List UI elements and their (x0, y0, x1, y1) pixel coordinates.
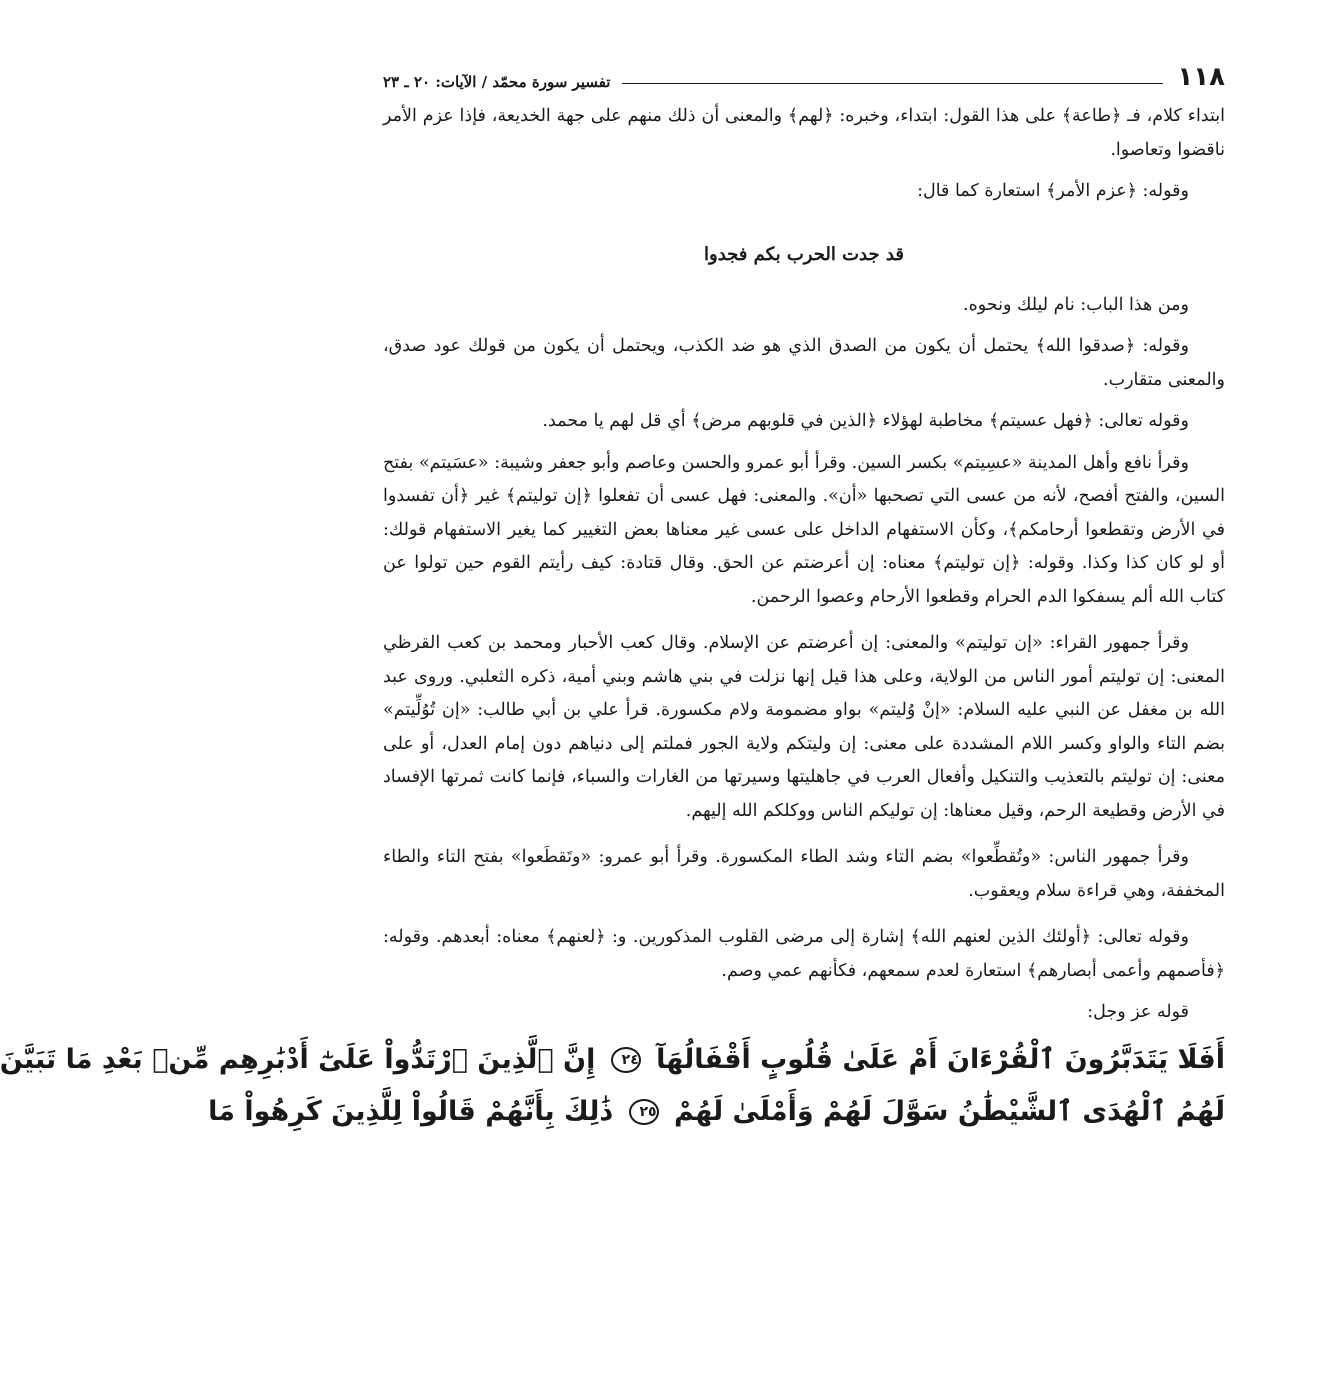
quran-text: ذَٰلِكَ بِأَنَّهُمْ قَالُواْ لِلَّذِينَ كَرِهُواْ مَا (208, 1095, 614, 1127)
header-rule (622, 83, 1163, 84)
paragraph: وقرأ جمهور الناس: «وتُقطِّعوا» بضم التاء وشد الطاء المكسورة. وقرأ أبو عمرو: «وتَقطَعوا» بفتح التاء والطاء المخففة، وهي قراءة سلام ويعقوب. (383, 847, 1225, 901)
quran-text: لَهُمُ ٱلْهُدَى ٱلشَّيْطَٰنُ سَوَّلَ لَهُمْ وَأَمْلَىٰ لَهُمْ (674, 1095, 1225, 1127)
document-page (0, 58, 1226, 1378)
quran-text: أَفَلَا يَتَدَبَّرُونَ ٱلْقُرْءَانَ أَمْ عَلَىٰ قُلُوبٍ أَقْفَالُهَآ (656, 1043, 1225, 1075)
quran-verses (0, 1034, 1225, 1138)
paragraph: قوله عز وجل: (1087, 1002, 1189, 1022)
paragraph: وقرأ نافع وأهل المدينة «عسِيتم» بكسر السين. وقرأ أبو عمرو والحسن وعاصم وأبو جعفر وشيبة: «عسَيتم» بفتح السين، والفتح أفصح، لأنه من عسى التي تصحبها «أن». والمعنى: فهل عسى أن تفعلوا ﴿إن توليتم﴾ غير ﴿أن تفسدوا في الأرض وتقطعوا أرحامكم﴾، وكأن الاستفهام الداخل على عسى غير معناها بعض التغيير كما يغير الاستفهام قولك: أو لو كان كذا وكذا. وقوله: ﴿إن توليتم﴾ معناه: إن أعرضتم عن الحق. وقال قتادة: كيف رأيتم القوم حين تولوا عن كتاب الله ألم يسفكوا الدم الحرام وقطعوا الأرحام وعصوا الرحمن. (383, 452, 1225, 607)
quran-line (0, 1034, 1225, 1086)
paragraph: وقرأ جمهور القراء: «إن توليتم» والمعنى: إن أعرضتم عن الإسلام. وقال كعب الأحبار ومحمد بن كعب القرظي المعنى: إن توليتم أمور الناس من الولاية، وعلى هذا قيل إنها نزلت في بني هاشم وبني أمية، ذكره الثعلبي. وروى عبد الله بن مغفل عن النبي عليه السلام: «إنْ وُليتم» بواو مضمومة ولام مكسورة. قرأ علي بن أبي طالب: «إن تُوُلِّيتم» بضم التاء والواو وكسر اللام المشددة على معنى: إن وليتكم ولاية الجور فملتم إلى دنياهم دون إمام العدل، أو على معنى: إن توليتم بالتعذيب والتنكيل وأفعال العرب في جاهليتها وسيرتها من الغارات والسباء، فإنما كانت ثمرتها الإفساد في الأرض وقطيعة الرحم، وقيل معناها: إن توليكم الناس ووكلكم الله إليهم. (383, 633, 1225, 821)
paragraph: وقوله: ﴿صدقوا الله﴾ يحتمل أن يكون من الصدق الذي هو ضد الكذب، ويحتمل أن يكون من قولك عود صدق، والمعنى متقارب. (383, 336, 1225, 390)
quran-text: إِنَّ ٱلَّذِينَ ٱرْتَدُّواْ عَلَىٰٓ أَدْبَٰرِهِم مِّنۢ بَعْدِ مَا تَبَيَّنَ (0, 1043, 596, 1075)
paragraph: ابتداء كلام، فـ ﴿طاعة﴾ على هذا القول: ابتداء، وخبره: ﴿لهم﴾ والمعنى أن ذلك منهم على جهة الخديعة، فإذا عزم الأمر ناقضوا وتعاصوا. (383, 106, 1226, 160)
ayah-number-marker: ٢٤ (611, 1047, 641, 1073)
quran-line (208, 1086, 1225, 1138)
paragraph: ومن هذا الباب: نام ليلك ونحوه. (963, 294, 1189, 315)
paragraph: وقوله تعالى: ﴿فهل عسيتم﴾ مخاطبة لهؤلاء ﴿الذين في قلوبهم مرض﴾ أي قل لهم يا محمد. (542, 411, 1189, 431)
paragraph: وقوله تعالى: ﴿أولئك الذين لعنهم الله﴾ إشارة إلى مرضى القلوب المذكورين. و: ﴿لعنهم﴾ معناه: أبعدهم. وقوله: ﴿فأصمهم وأعمى أبصارهم﴾ استعارة لعدم سمعهم، فكأنهم عمي وصم. (383, 927, 1225, 981)
poem-verse: قد جدت الحرب بكم فجدوا (704, 243, 904, 265)
page-header (383, 58, 1225, 92)
ayah-number-marker: ٢٥ (629, 1099, 659, 1125)
running-title: تفسير سورة محمّد / الآيات: ٢٠ ـ ٢٣ (383, 73, 611, 91)
page-number: ١١٨ (1177, 62, 1225, 92)
paragraph: وقوله: ﴿عزم الأمر﴾ استعارة كما قال: (917, 181, 1189, 201)
